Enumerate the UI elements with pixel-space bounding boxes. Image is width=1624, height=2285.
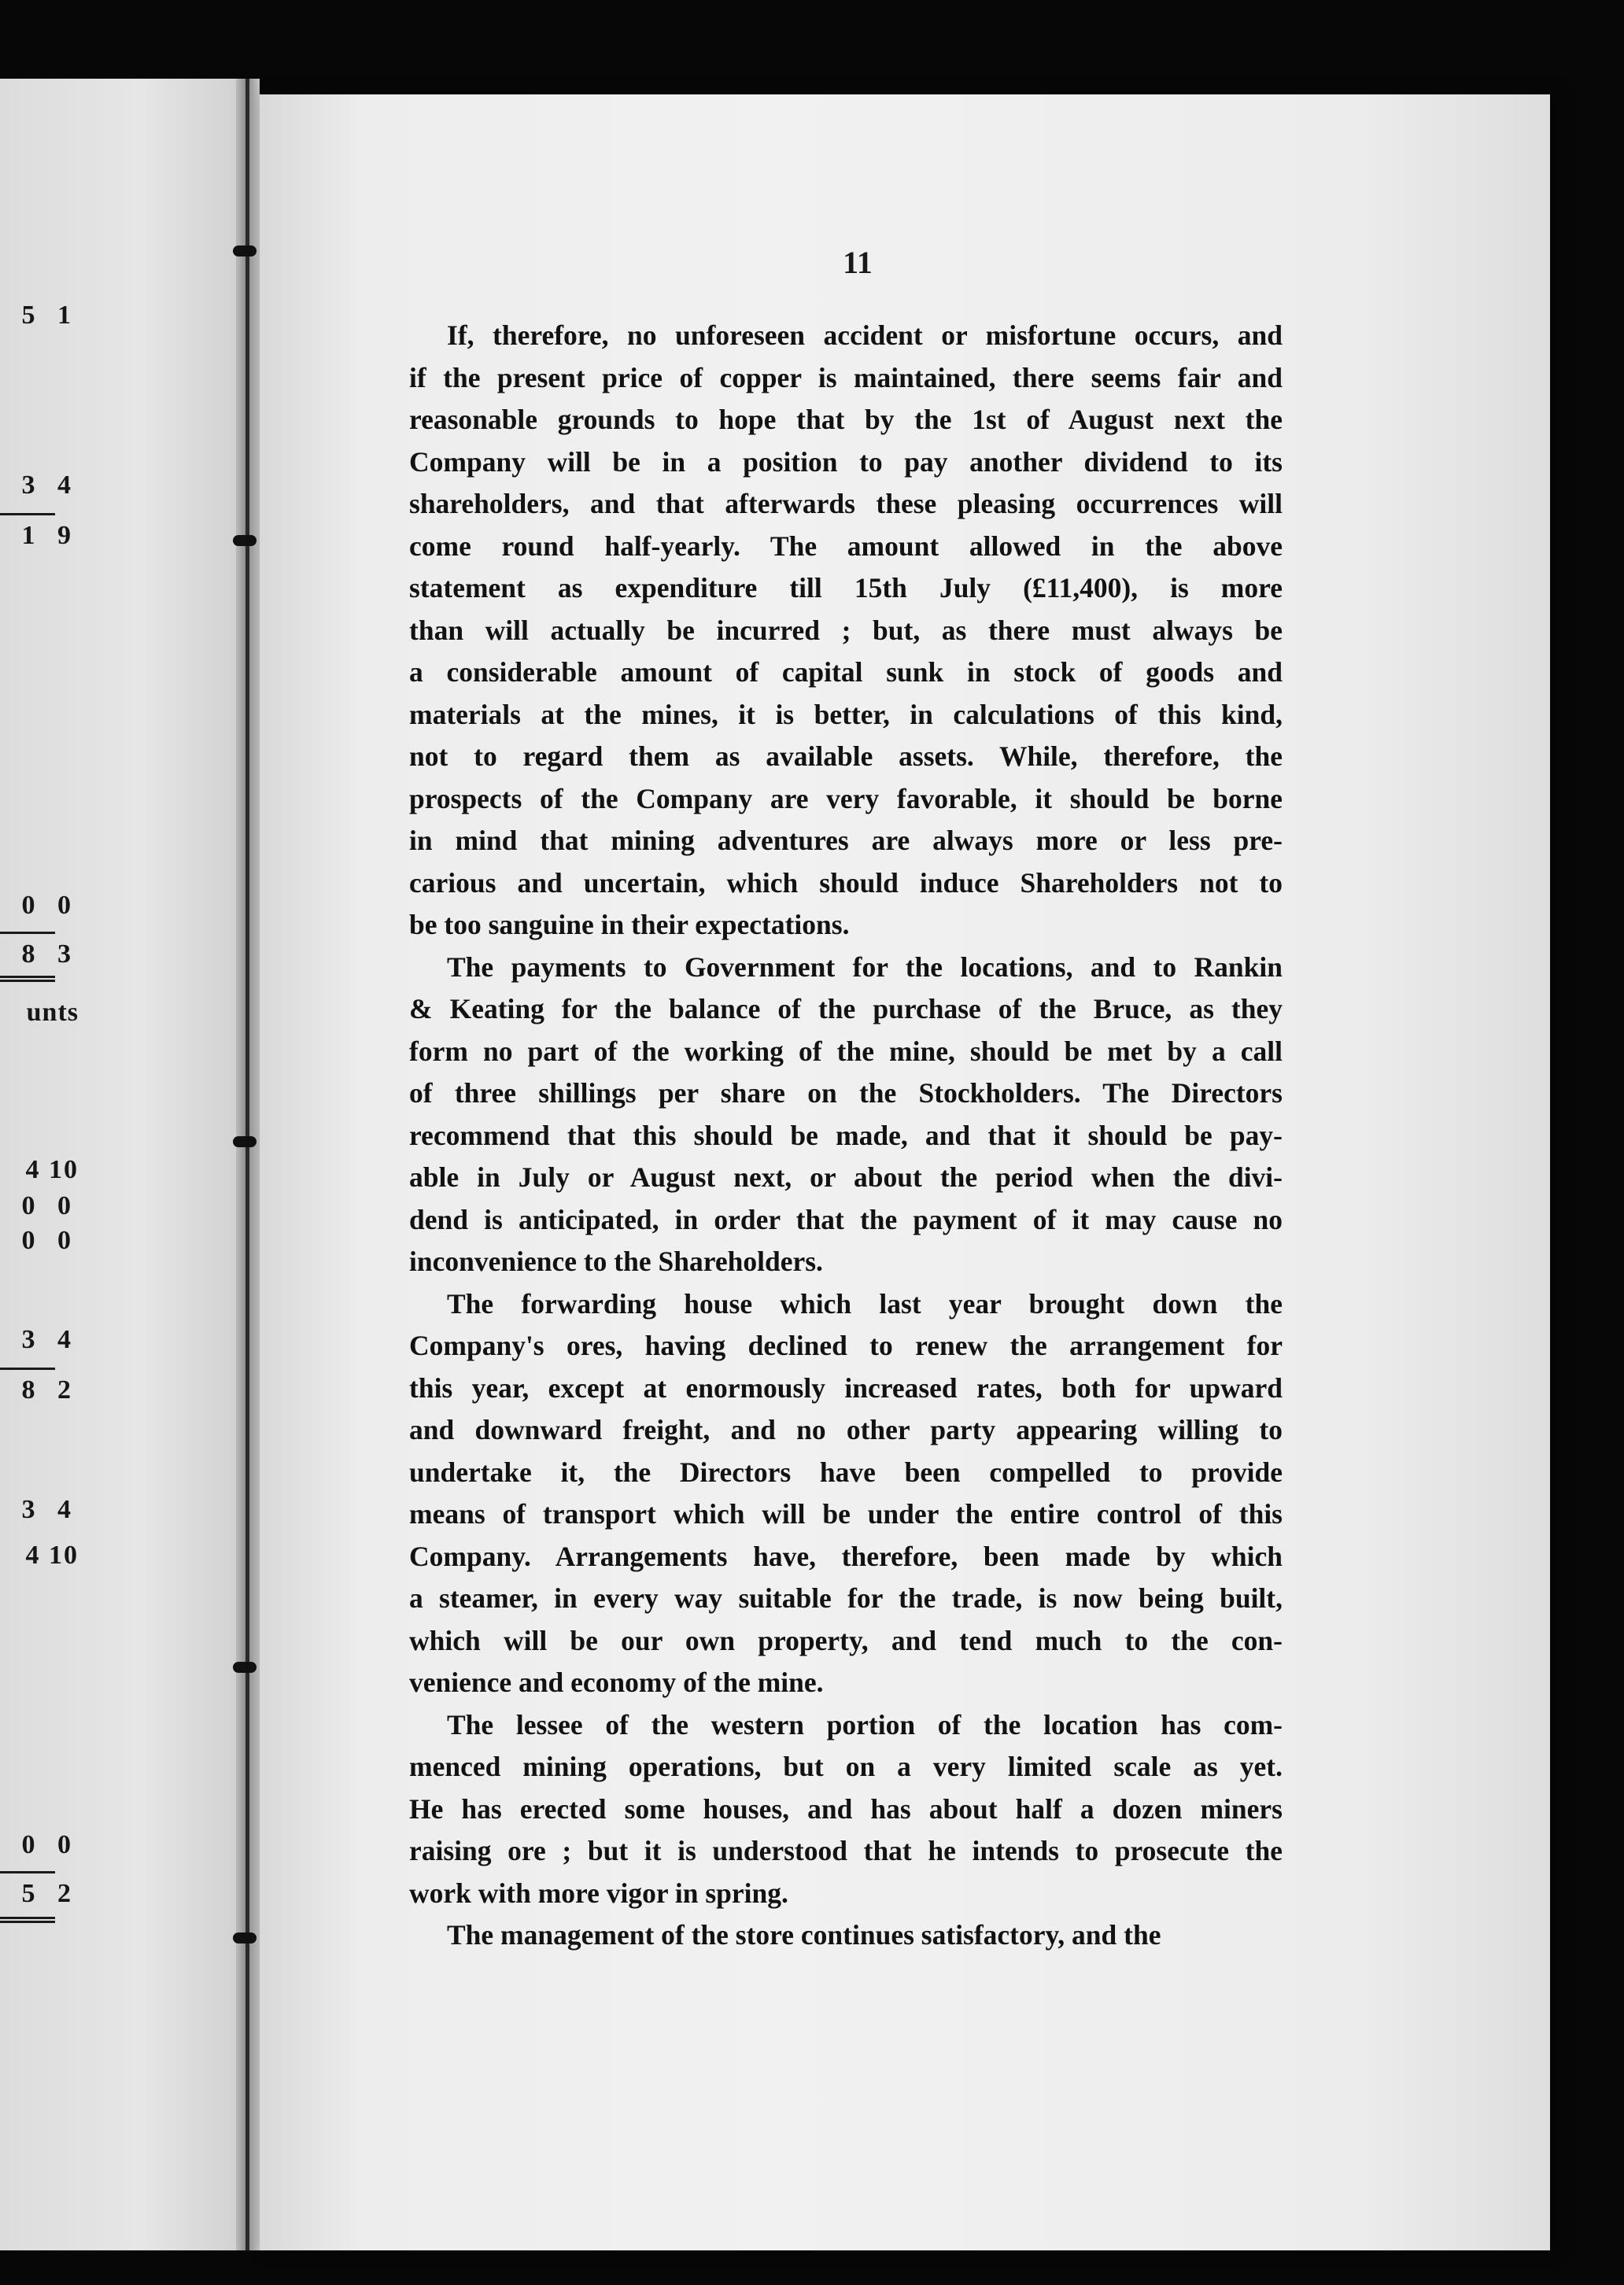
facing-page-edge xyxy=(0,79,236,2250)
text-line: reasonable grounds to hope that by the 1st of August next the xyxy=(409,404,1283,435)
text-line: not to regard them as available assets. While, therefore, the xyxy=(409,740,1283,772)
text-line: raising ore ; but it is understood that he intends to prosecute the xyxy=(409,1835,1283,1866)
paragraph xyxy=(409,1914,1283,1957)
text-line: prospects of the Company are very favorable, it should be borne xyxy=(409,782,1283,814)
figure-fragment: 0 0 xyxy=(21,1226,79,1255)
text-line: of three shillings per share on the Stockholders. The Directors xyxy=(409,1077,1283,1109)
binding-stitch xyxy=(233,1136,257,1147)
binding-stitch xyxy=(233,1932,257,1944)
paragraph xyxy=(409,1704,1283,1915)
text-line: form no part of the working of the mine, should be met by a call xyxy=(409,1035,1283,1067)
text-line: undertake it, the Directors have been compelled to provide xyxy=(409,1456,1283,1488)
text-line: materials at the mines, it is better, in calculations of this kind, xyxy=(409,698,1283,730)
text-line: recommend that this should be made, and that it should be pay- xyxy=(409,1119,1283,1151)
text-line: if the present price of copper is maintained, there seems fair and xyxy=(409,361,1283,393)
total-double-rule xyxy=(0,976,55,982)
text-line: means of transport which will be under the entire control of this xyxy=(409,1498,1283,1530)
text-line: He has erected some houses, and has about half a dozen miners xyxy=(409,1792,1283,1825)
text-line: which will be our own property, and tend much to the con- xyxy=(409,1624,1283,1656)
binding-stitch xyxy=(233,1662,257,1673)
figure-fragment: 3 4 xyxy=(21,1495,79,1524)
binding-line xyxy=(245,79,249,2250)
binding-stitch xyxy=(233,535,257,546)
text-line: and downward freight, and no other party appearing willing to xyxy=(409,1414,1283,1445)
figure-fragment: 4 10 xyxy=(25,1155,79,1184)
text-line: a considerable amount of capital sunk in stock of goods and xyxy=(409,656,1283,688)
binding-stitch xyxy=(233,245,257,257)
figure-fragment: 8 3 xyxy=(21,939,79,969)
sum-rule xyxy=(0,1368,55,1370)
text-line: venience and economy of the mine. xyxy=(409,1667,824,1698)
text-line: a steamer, in every way suitable for the trade, is now being built, xyxy=(409,1582,1283,1614)
text-line: Company will be in a position to pay another dividend to its xyxy=(409,445,1283,478)
text-line: be too sanguine in their expectations. xyxy=(409,909,850,940)
text-line: carious and uncertain, which should induce Shareholders not to xyxy=(409,866,1283,899)
text-line: The payments to Government for the locations, and to Rankin xyxy=(447,951,1283,983)
page-number: 11 xyxy=(843,245,873,280)
figure-fragment: unts xyxy=(26,998,79,1027)
figure-fragment: 0 0 xyxy=(21,1830,79,1859)
text-line: able in July or August next, or about the period when the divi- xyxy=(409,1161,1283,1193)
text-line: than will actually be incurred ; but, as there must always be xyxy=(409,614,1283,646)
figure-fragment: 0 0 xyxy=(21,891,79,920)
paragraph xyxy=(409,1283,1283,1704)
text-line: The management of the store continues satisfactory, and the xyxy=(447,1919,1161,1951)
text-line: inconvenience to the Shareholders. xyxy=(409,1246,823,1277)
total-double-rule xyxy=(0,1917,55,1923)
text-line: & Keating for the balance of the purchase of the Bruce, as they xyxy=(409,993,1283,1024)
text-line: If, therefore, no unforeseen accident or misfortune occurs, and xyxy=(447,319,1283,351)
figure-fragment: 3 4 xyxy=(21,1325,79,1354)
sum-rule xyxy=(0,932,55,934)
text-line: Company. Arrangements have, therefore, been made by which xyxy=(409,1540,1283,1572)
text-line: Company's ores, having declined to renew the arrangement for xyxy=(409,1330,1283,1361)
text-line: in mind that mining adventures are always more or less pre- xyxy=(409,825,1283,856)
facing-page-figures xyxy=(0,79,87,2250)
text-line: come round half-yearly. The amount allowed in the above xyxy=(409,530,1283,562)
text-line: shareholders, and that afterwards these pleasing occurrences will xyxy=(409,488,1283,519)
paragraph xyxy=(409,947,1283,1283)
paragraph xyxy=(409,315,1283,947)
page-body-text xyxy=(409,315,1283,1957)
figure-fragment: 4 10 xyxy=(25,1541,79,1570)
figure-fragment: 3 4 xyxy=(21,471,79,500)
text-line: The forwarding house which last year brought down the xyxy=(447,1287,1283,1320)
figure-fragment: 1 9 xyxy=(21,521,79,550)
figure-fragment: 8 2 xyxy=(21,1375,79,1405)
text-line: this year, except at enormously increased rates, both for upward xyxy=(409,1371,1283,1404)
text-line: dend is anticipated, in order that the payment of it may cause no xyxy=(409,1203,1283,1235)
sum-rule xyxy=(0,513,55,515)
figure-fragment: 5 1 xyxy=(21,301,79,330)
text-line: statement as expenditure till 15th July (£11,400), is more xyxy=(409,572,1283,604)
figure-fragment: 0 0 xyxy=(21,1191,79,1220)
text-line: work with more vigor in spring. xyxy=(409,1877,788,1909)
text-line: menced mining operations, but on a very limited scale as yet. xyxy=(409,1751,1283,1782)
text-line: The lessee of the western portion of the location has com- xyxy=(447,1708,1283,1741)
sum-rule xyxy=(0,1871,55,1873)
figure-fragment: 5 2 xyxy=(21,1879,79,1908)
